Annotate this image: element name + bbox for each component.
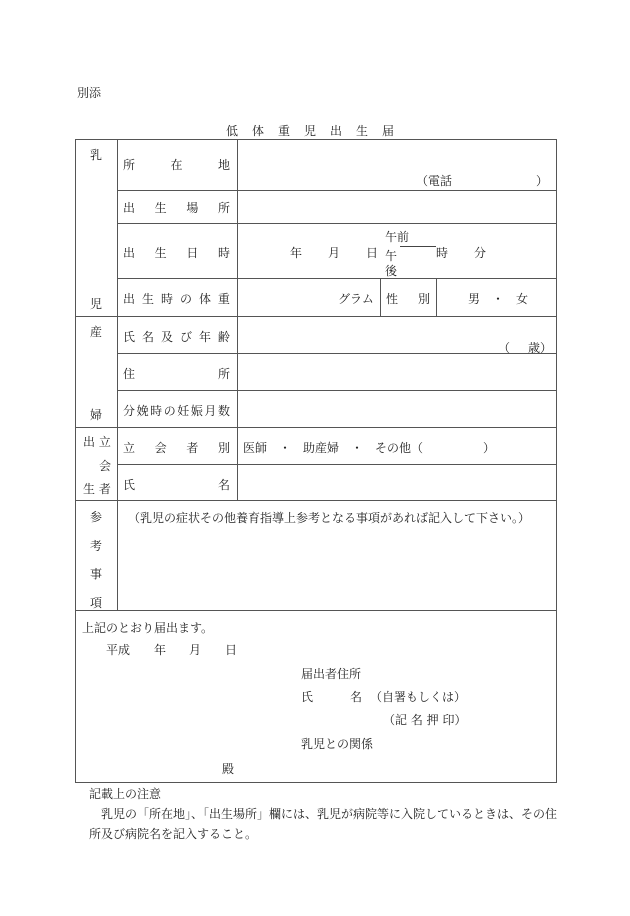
- birth-weight-label: 出 生 時 の 体 重: [123, 292, 230, 306]
- gestation-field[interactable]: [238, 391, 556, 427]
- address-field[interactable]: [238, 354, 556, 390]
- date-year: 年: [154, 643, 167, 657]
- location-field[interactable]: [238, 140, 556, 190]
- sex-label: 性 別: [386, 292, 430, 306]
- remarks-instruction: （乳児の症状その他養育指導上参考となる事項があれば記入して下さい。）: [128, 511, 531, 525]
- birth-datetime-label: 出 生 日 時: [123, 246, 230, 260]
- phone-label: （電話: [416, 174, 453, 188]
- attendant-group-label-1: 出 立: [83, 435, 111, 449]
- attendant-type-options[interactable]: 医師 ・ 助産婦 ・ その他（ ）: [243, 441, 496, 455]
- filer-address-label: 届出者住所: [301, 667, 362, 681]
- address-label: 住 所: [123, 367, 230, 381]
- name-age-field[interactable]: （ 歳）: [498, 341, 553, 355]
- phone-close: ）: [536, 174, 549, 188]
- infant-group-label-bottom: 児: [90, 297, 103, 311]
- birth-weight-field[interactable]: [238, 279, 380, 316]
- sex-options[interactable]: 男 ・ 女: [468, 292, 529, 306]
- remarks-label-char: 事: [90, 567, 103, 581]
- notes-line-1: 乳児の「所在地」、「出生場所」欄には、乳児が病院等に入院しているときは、その住: [89, 807, 558, 821]
- filer-name-label-2: 名: [350, 690, 363, 704]
- remarks-field[interactable]: [118, 501, 556, 610]
- declaration-statement: 上記のとおり届出ます。: [82, 621, 214, 635]
- gram-unit: グラム: [338, 292, 374, 306]
- date-era: 平成: [106, 643, 131, 657]
- remarks-label-char: 考: [90, 539, 103, 553]
- date-day: 日: [225, 643, 238, 657]
- birth-place-field[interactable]: [238, 191, 556, 223]
- location-label: 所 在 地: [123, 158, 230, 172]
- form-title: 低 体 重 児 出 生 届: [226, 124, 396, 138]
- attendant-name-label: 氏 名: [123, 478, 230, 492]
- signature-note-1: （自署もしくは）: [370, 690, 467, 704]
- gestation-label: 分 娩 時 の 妊 娠 月 数: [123, 404, 230, 418]
- ampm-divider: [400, 246, 436, 247]
- attendant-group-label-3: 生 者: [83, 482, 111, 496]
- attendant-group-label-2: 会: [99, 459, 112, 473]
- attachment-label: 別添: [77, 86, 102, 100]
- attendant-name-field[interactable]: [238, 465, 556, 500]
- birth-place-label: 出 生 場 所: [123, 201, 230, 215]
- mother-group-label-bottom: 婦: [90, 408, 103, 422]
- mother-group-label-top: 産: [90, 325, 103, 339]
- birth-datetime-field[interactable]: 年 月 日 午前 午 後 時 分: [290, 230, 487, 278]
- signature-note-2: （記 名 押 印）: [383, 713, 467, 727]
- remarks-label-char: 参: [90, 510, 103, 524]
- addressee-label: 殿: [222, 762, 235, 776]
- notes-heading: 記載上の注意: [89, 787, 162, 801]
- attendant-type-label: 立 会 者 別: [123, 441, 230, 455]
- notes-line-2: 所及び病院名を記入すること。: [89, 827, 258, 841]
- infant-group-label-top: 乳: [90, 148, 103, 162]
- filer-name-label-1: 氏: [301, 690, 314, 704]
- relation-label: 乳児との関係: [301, 737, 374, 751]
- am-label: 午前: [385, 230, 410, 244]
- date-month: 月: [189, 643, 202, 657]
- name-age-label: 氏 名 及 び 年 齢: [123, 330, 230, 344]
- remarks-label-char: 項: [90, 596, 103, 610]
